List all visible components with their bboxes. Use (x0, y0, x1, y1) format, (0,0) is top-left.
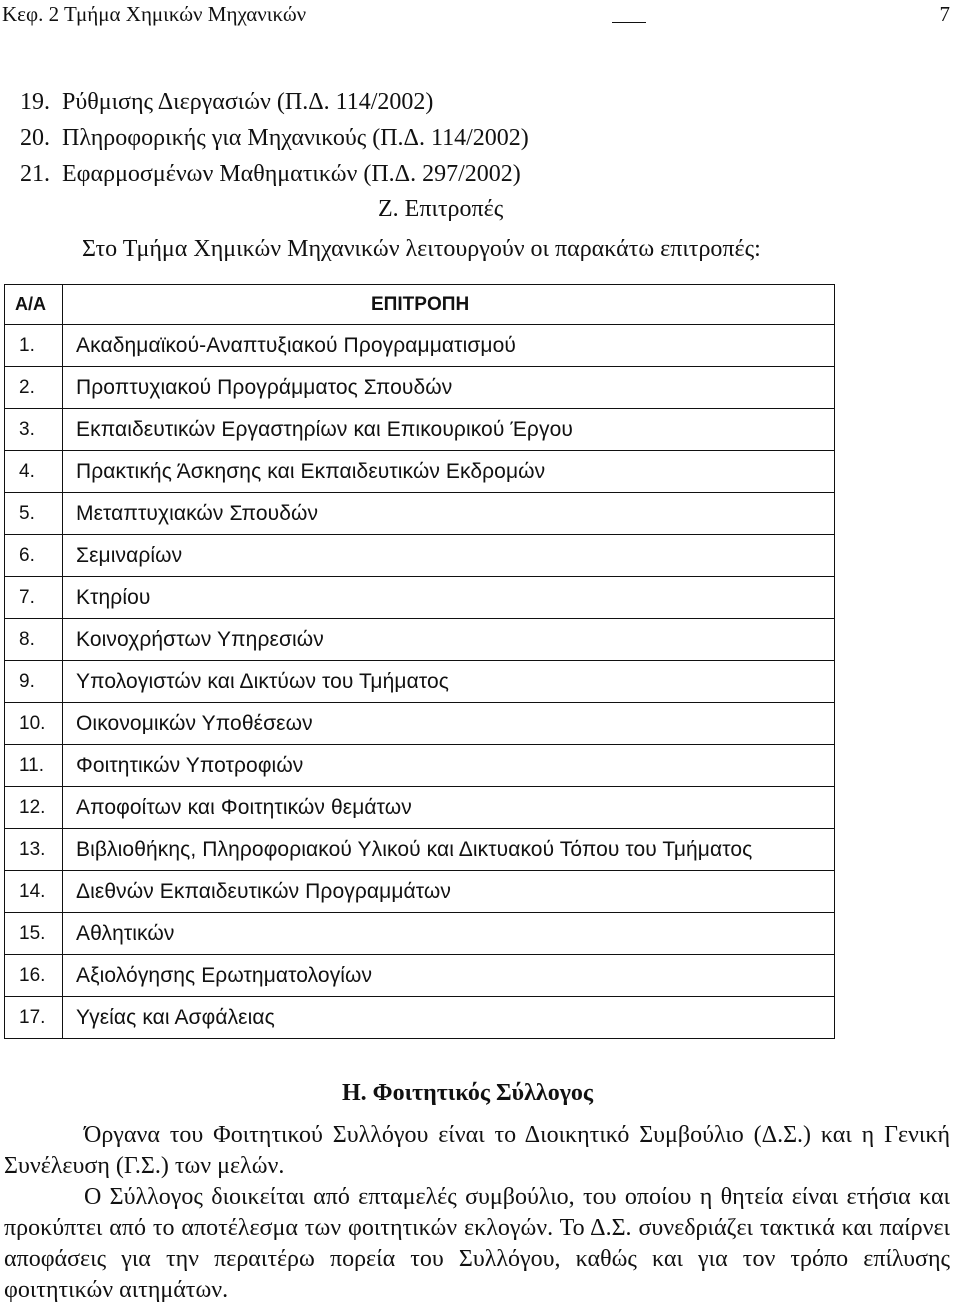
table-row (5, 703, 835, 745)
page-number: 7 (939, 2, 950, 26)
committee-name: Προπτυχιακού Προγράμματος Σπουδών (63, 367, 835, 409)
table-row (5, 325, 835, 367)
section-intro: Στο Τμήμα Χημικών Μηχανικών λειτουργούν οι παρακάτω επιτροπές: (82, 236, 761, 262)
list-item (0, 120, 529, 156)
row-number: 8. (5, 619, 63, 661)
committee-name: Βιβλιοθήκης, Πληροφοριακού Υλικού και Δικτυακού Τόπου του Τμήματος (63, 829, 835, 871)
row-number: 7. (5, 577, 63, 619)
list-item-text: Πληροφορικής για Μηχανικούς (Π.Δ. 114/2002) (62, 125, 529, 151)
row-number: 6. (5, 535, 63, 577)
list-item-number: 19. (20, 89, 50, 115)
column-header-aa: Α/Α (5, 285, 63, 325)
table-row (5, 493, 835, 535)
row-number: 4. (5, 451, 63, 493)
row-number: 17. (5, 997, 63, 1039)
committee-name: Σεμιναρίων (63, 535, 835, 577)
list-item-number: 21. (20, 161, 50, 187)
table-row (5, 577, 835, 619)
table-row (5, 451, 835, 493)
column-header-committee: ΕΠΙΤΡΟΠΗ (63, 285, 835, 325)
row-number: 12. (5, 787, 63, 829)
table-row (5, 409, 835, 451)
row-number: 2. (5, 367, 63, 409)
chapter-title: Κεφ. 2 Τμήμα Χημικών Μηχανικών (2, 2, 307, 26)
committee-name: Υγείας και Ασφάλειας (63, 997, 835, 1039)
paragraph: Όργανα του Φοιτητικού Συλλόγου είναι το Διοικητικό Συμβούλιο (Δ.Σ.) και η Γενική Συνέλευση (Γ.Σ.) των μελών. (4, 1122, 950, 1179)
table-row (5, 619, 835, 661)
list-item (0, 156, 529, 192)
row-number: 1. (5, 325, 63, 367)
committee-name: Αθλητικών (63, 913, 835, 955)
committee-name: Φοιτητικών Υποτροφιών (63, 745, 835, 787)
table-row (5, 955, 835, 997)
list-item (0, 84, 529, 120)
programs-list (0, 84, 529, 192)
row-number: 15. (5, 913, 63, 955)
list-item-text: Ρύθμισης Διεργασιών (Π.Δ. 114/2002) (62, 89, 434, 115)
page-header (0, 0, 960, 30)
table-row (5, 913, 835, 955)
section-heading: Ζ. Επιτροπές (378, 196, 504, 222)
table-row (5, 997, 835, 1039)
table-row (5, 535, 835, 577)
section-heading: Η. Φοιτητικός Σύλλογος (342, 1080, 594, 1106)
committee-name: Υπολογιστών και Δικτύων του Τμήματος (63, 661, 835, 703)
row-number: 9. (5, 661, 63, 703)
table-row (5, 745, 835, 787)
table-row (5, 787, 835, 829)
committee-name: Μεταπτυχιακών Σπουδών (63, 493, 835, 535)
table-header-row (5, 285, 835, 325)
row-number: 16. (5, 955, 63, 997)
committee-name: Πρακτικής Άσκησης και Εκπαιδευτικών Εκδρομών (63, 451, 835, 493)
row-number: 3. (5, 409, 63, 451)
committee-name: Κοινοχρήστων Υπηρεσιών (63, 619, 835, 661)
table-row (5, 661, 835, 703)
committee-name: Αποφοίτων και Φοιτητικών θεμάτων (63, 787, 835, 829)
row-number: 5. (5, 493, 63, 535)
committee-name: Εκπαιδευτικών Εργαστηρίων και Επικουρικού Έργου (63, 409, 835, 451)
row-number: 10. (5, 703, 63, 745)
committee-name: Οικονομικών Υποθέσεων (63, 703, 835, 745)
table-row (5, 829, 835, 871)
paragraph: Ο Σύλλογος διοικείται από επταμελές συμβούλιο, του οποίου η θητεία είναι ετήσια και προκύπτει από το αποτέλεσμα των φοιτητικών εκλογών. Το Δ.Σ. συνεδριάζει τακτικά και παίρνει αποφάσεις για την περαιτέρω πορεία του Συλλόγου, καθώς και για τον τρόπο επίλυσης φοιτητικών αιτημάτων. (4, 1184, 950, 1303)
table-row (5, 871, 835, 913)
row-number: 11. (5, 745, 63, 787)
committee-name: Ακαδημαϊκού-Αναπτυξιακού Προγραμματισμού (63, 325, 835, 367)
row-number: 13. (5, 829, 63, 871)
committee-name: Αξιολόγησης Ερωτηματολογίων (63, 955, 835, 997)
list-item-number: 20. (20, 125, 50, 151)
row-number: 14. (5, 871, 63, 913)
list-item-text: Εφαρμοσμένων Μαθηματικών (Π.Δ. 297/2002) (62, 161, 521, 187)
committee-name: Κτηρίου (63, 577, 835, 619)
header-rule (612, 2, 646, 23)
committees-table (4, 284, 835, 1039)
committee-name: Διεθνών Εκπαιδευτικών Προγραμμάτων (63, 871, 835, 913)
table-row (5, 367, 835, 409)
